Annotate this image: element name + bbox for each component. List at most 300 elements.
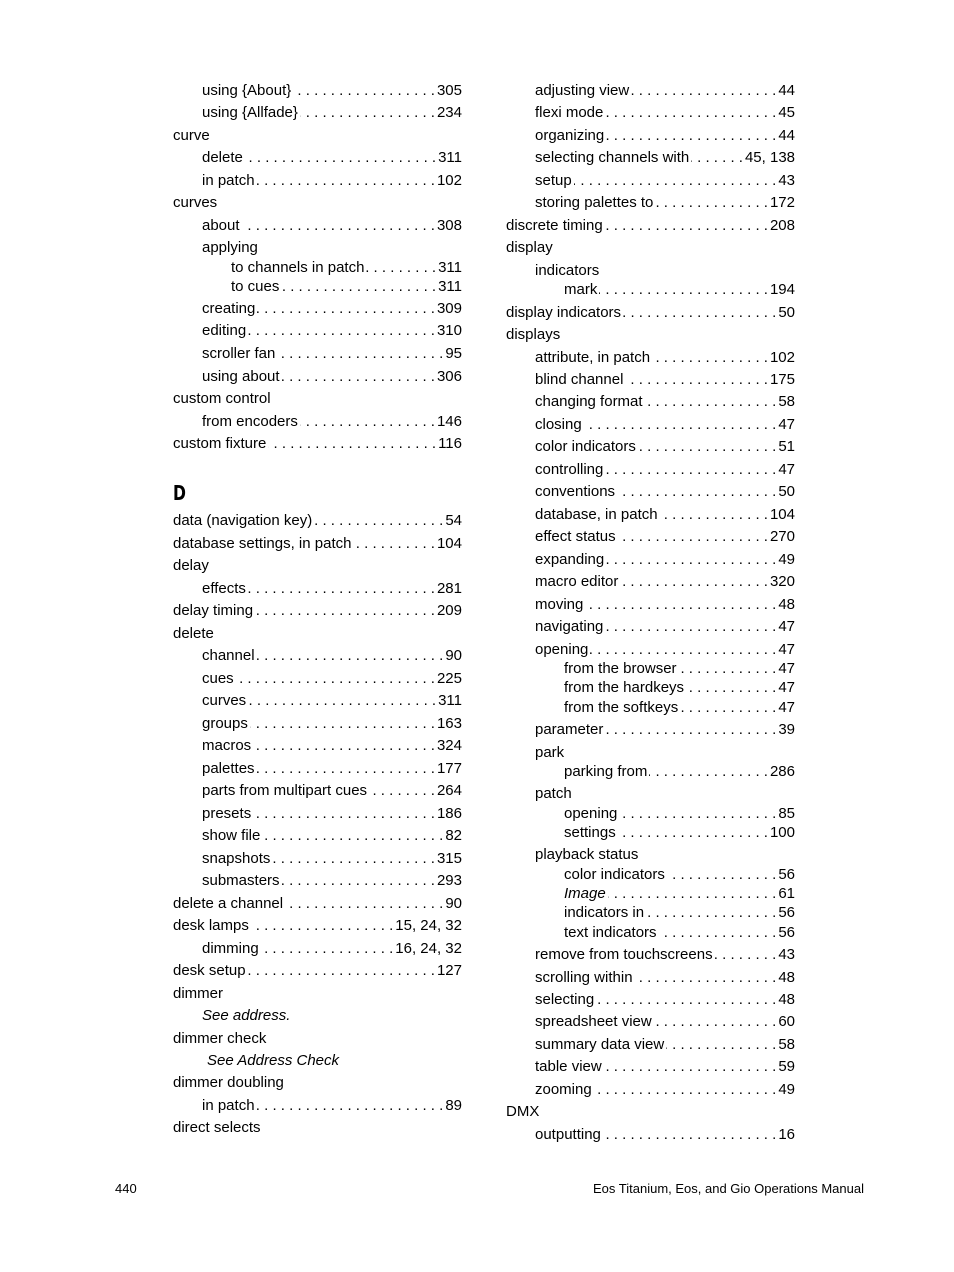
dot-leader	[715, 945, 777, 965]
dot-leader	[251, 916, 393, 936]
dot-leader	[635, 968, 777, 988]
index-entry	[173, 871, 462, 891]
dot-leader	[277, 344, 443, 364]
index-entry	[506, 845, 795, 865]
dot-leader	[293, 81, 435, 101]
index-term: controlling	[535, 461, 604, 478]
dot-leader	[314, 511, 443, 531]
index-entry	[506, 148, 795, 168]
index-entry	[173, 148, 462, 168]
index-entry	[506, 238, 795, 258]
index-term: dimming	[202, 940, 259, 957]
index-entry	[506, 103, 795, 123]
index-entry	[173, 781, 462, 801]
page-reference: 186	[436, 805, 462, 822]
index-entry	[173, 759, 462, 779]
dot-leader	[300, 412, 435, 432]
index-term: to cues	[231, 278, 280, 295]
index-entry	[506, 303, 795, 323]
dot-leader	[686, 678, 776, 698]
index-term: summary data view	[535, 1036, 665, 1053]
page-reference: 48	[778, 991, 795, 1008]
dot-leader	[606, 550, 776, 570]
index-entry	[506, 392, 795, 412]
index-entry	[173, 736, 462, 756]
index-entry	[506, 1035, 795, 1055]
index-term: custom fixture	[173, 435, 267, 452]
dot-leader	[691, 148, 743, 168]
page-reference: 102	[769, 349, 795, 366]
dot-leader	[631, 81, 776, 101]
dot-leader	[606, 126, 776, 146]
page-reference: 89	[445, 1097, 462, 1114]
page-reference: 56	[778, 866, 795, 883]
index-term: data (navigation key)	[173, 512, 313, 529]
index-term: storing palettes to	[535, 194, 654, 211]
index-entry	[173, 126, 462, 146]
dot-leader	[645, 392, 777, 412]
index-term: direct selects	[173, 1119, 261, 1136]
index-entry	[173, 1096, 462, 1116]
index-term: dimmer check	[173, 1030, 267, 1047]
dot-leader	[625, 370, 768, 390]
dot-leader	[248, 961, 435, 981]
dot-leader	[257, 299, 435, 319]
page-reference: 264	[436, 782, 462, 799]
index-term: dimmer	[173, 985, 224, 1002]
index-term: parking from	[564, 763, 648, 780]
index-term: organizing	[535, 127, 605, 144]
index-entry	[173, 579, 462, 599]
page-reference: 324	[436, 737, 462, 754]
page-reference: 49	[778, 551, 795, 568]
index-term: conventions	[535, 483, 616, 500]
index-term: closing	[535, 416, 582, 433]
index-term: using {About}	[202, 82, 292, 99]
index-term: snapshots	[202, 850, 271, 867]
index-term: indicators in	[564, 904, 645, 921]
index-term: table view	[535, 1058, 602, 1075]
index-entry	[173, 258, 462, 278]
index-term: zooming	[535, 1081, 592, 1098]
index-entry	[506, 415, 795, 435]
dot-leader	[253, 804, 435, 824]
dot-leader	[262, 826, 443, 846]
dot-leader	[257, 759, 435, 779]
index-term: delay timing	[173, 602, 254, 619]
index-entry	[173, 1073, 462, 1093]
page-reference: 58	[778, 1036, 795, 1053]
page-reference: 194	[769, 281, 795, 298]
dot-leader	[585, 595, 776, 615]
page-reference: 47	[778, 660, 795, 677]
dot-leader	[618, 527, 768, 547]
page-reference: 315	[436, 850, 462, 867]
index-entry	[506, 595, 795, 615]
page-reference: 47	[778, 641, 795, 658]
index-term: using {Allfade}	[202, 104, 298, 121]
index-term: database settings, in patch	[173, 535, 352, 552]
index-term: scrolling within	[535, 969, 633, 986]
index-entry	[173, 321, 462, 341]
index-entry	[506, 784, 795, 804]
dot-leader	[248, 579, 435, 599]
page-reference: 60	[778, 1013, 795, 1030]
dot-leader	[646, 903, 776, 923]
index-entry	[173, 389, 462, 409]
index-entry	[506, 698, 795, 718]
index-term: DMX	[506, 1103, 540, 1120]
index-entry	[173, 367, 462, 387]
index-term: delete	[202, 149, 243, 166]
index-entry	[173, 344, 462, 364]
index-entry	[506, 280, 795, 300]
page-reference: 51	[778, 438, 795, 455]
page-reference: 16	[778, 1126, 795, 1143]
index-term: park	[535, 744, 565, 761]
page-reference: 127	[436, 962, 462, 979]
index-term: from the hardkeys	[564, 679, 685, 696]
index-term: presets	[202, 805, 252, 822]
index-entry	[173, 216, 462, 236]
page-reference: 43	[778, 946, 795, 963]
index-term: See Address Check	[207, 1052, 340, 1069]
index-term: selecting	[535, 991, 595, 1008]
index-entry	[506, 865, 795, 885]
page-reference: 54	[445, 512, 462, 529]
index-entry	[173, 81, 462, 101]
dot-leader	[667, 865, 776, 885]
index-entry	[506, 884, 795, 904]
dot-leader	[605, 460, 776, 480]
index-entry	[173, 984, 462, 1004]
index-entry	[173, 894, 462, 914]
page-number: 440	[115, 1181, 137, 1196]
dot-leader	[679, 659, 777, 679]
index-term: desk lamps	[173, 917, 249, 934]
index-entry	[506, 126, 795, 146]
dot-leader	[666, 1035, 776, 1055]
page-reference: 50	[778, 483, 795, 500]
page-reference: 270	[769, 528, 795, 545]
index-term: blind channel	[535, 371, 624, 388]
page-reference: 48	[778, 596, 795, 613]
page-reference: 104	[436, 535, 462, 552]
index-term: mark	[564, 281, 598, 298]
index-entry	[506, 460, 795, 480]
dot-leader	[248, 321, 435, 341]
index-entry	[506, 659, 795, 679]
dot-leader	[594, 1080, 777, 1100]
index-entry	[173, 534, 462, 554]
index-term: creating	[202, 300, 256, 317]
index-term: macro editor	[535, 573, 619, 590]
dot-leader	[623, 303, 776, 323]
page-reference: 100	[769, 824, 795, 841]
page-reference: 61	[778, 885, 795, 902]
dot-leader	[248, 691, 436, 711]
index-term: curves	[173, 194, 218, 211]
dot-leader	[253, 736, 435, 756]
dot-leader	[300, 103, 435, 123]
index-entry	[173, 601, 462, 621]
index-entry	[173, 691, 462, 711]
page-reference: 90	[445, 895, 462, 912]
page-reference: 320	[769, 573, 795, 590]
index-term: from encoders	[202, 413, 298, 430]
index-entry	[173, 277, 462, 297]
index-term: display	[506, 239, 553, 256]
page-reference: 59	[778, 1058, 795, 1075]
index-entry	[506, 1080, 795, 1100]
page-reference: 163	[436, 715, 462, 732]
index-term: dimmer doubling	[173, 1074, 284, 1091]
dot-leader	[655, 193, 768, 213]
page-reference: 286	[769, 763, 795, 780]
index-entry	[506, 1012, 795, 1032]
index-term: delete a channel	[173, 895, 284, 912]
index-entry	[506, 1102, 795, 1122]
page-reference: 47	[778, 699, 795, 716]
page-reference: 281	[436, 580, 462, 597]
dot-leader	[257, 1096, 444, 1116]
page-reference: 293	[436, 872, 462, 889]
dot-leader	[680, 698, 776, 718]
page-reference: 309	[436, 300, 462, 317]
dot-leader	[599, 280, 768, 300]
index-entry	[173, 646, 462, 666]
index-term: applying	[202, 239, 258, 256]
page-reference: 47	[778, 461, 795, 478]
page-reference: 43	[778, 172, 795, 189]
index-term: delay	[173, 557, 209, 574]
index-term: color indicators	[564, 866, 665, 883]
page-reference: 310	[436, 322, 462, 339]
index-term: navigating	[535, 618, 604, 635]
index-term: from the browser	[564, 660, 677, 677]
page-reference: 49	[778, 1081, 795, 1098]
index-entry	[173, 1029, 462, 1049]
page-reference: 56	[778, 904, 795, 921]
dot-leader	[659, 923, 777, 943]
index-term: editing	[202, 322, 247, 339]
index-term: effect status	[535, 528, 616, 545]
index-term: desk setup	[173, 962, 246, 979]
index-term: curve	[173, 127, 210, 144]
dot-leader	[603, 1125, 776, 1145]
dot-leader	[353, 534, 435, 554]
dot-leader	[649, 762, 768, 782]
index-entry	[173, 939, 462, 959]
index-term: to channels in patch	[231, 259, 365, 276]
index-entry	[506, 261, 795, 281]
page-reference: 58	[778, 393, 795, 410]
index-entry	[506, 171, 795, 191]
page-reference: 311	[438, 278, 462, 295]
index-term: color indicators	[535, 438, 636, 455]
page-reference: 85	[778, 805, 795, 822]
index-entry	[506, 990, 795, 1010]
index-term: spreadsheet view	[535, 1013, 652, 1030]
index-term: See address.	[202, 1007, 291, 1024]
page-reference: 209	[436, 602, 462, 619]
page-reference: 48	[778, 969, 795, 986]
index-term: effects	[202, 580, 246, 597]
index-term: flexi mode	[535, 104, 604, 121]
page-reference: 234	[436, 104, 462, 121]
page-reference: 177	[436, 760, 462, 777]
dot-leader	[281, 277, 436, 297]
index-term: remove from touchscreens	[535, 946, 713, 963]
index-entry	[506, 348, 795, 368]
index-term: show file	[202, 827, 261, 844]
index-term: outputting	[535, 1126, 601, 1143]
index-term: Image	[564, 885, 606, 902]
index-entry	[506, 804, 795, 824]
page-reference: 306	[436, 368, 462, 385]
index-entry	[173, 1051, 462, 1071]
dot-leader	[608, 884, 777, 904]
index-entry	[506, 193, 795, 213]
dot-leader	[605, 617, 776, 637]
dot-leader	[257, 171, 435, 191]
index-term: database, in patch	[535, 506, 658, 523]
index-term: delete	[173, 625, 214, 642]
index-term: indicators	[535, 262, 600, 279]
dot-leader	[285, 894, 443, 914]
index-entry	[506, 370, 795, 390]
index-entry	[506, 216, 795, 236]
page-reference: 47	[778, 618, 795, 635]
page-reference: 172	[769, 194, 795, 211]
dot-leader	[654, 1012, 777, 1032]
index-entry	[173, 238, 462, 258]
page-reference: 305	[436, 82, 462, 99]
index-entry	[506, 437, 795, 457]
dot-leader	[590, 640, 776, 660]
index-term: parameter	[535, 721, 604, 738]
index-entry	[506, 903, 795, 923]
page-reference: 95	[445, 345, 462, 362]
index-entry	[173, 1118, 462, 1138]
index-term: about	[202, 217, 240, 234]
index-entry	[506, 823, 795, 843]
dot-leader	[617, 482, 776, 502]
index-entry	[173, 193, 462, 213]
dot-leader	[605, 216, 768, 236]
dot-leader	[605, 103, 776, 123]
dot-leader	[638, 437, 776, 457]
index-term: selecting channels with	[535, 149, 690, 166]
index-term: opening	[535, 641, 589, 658]
dot-leader	[272, 849, 435, 869]
index-entry	[173, 412, 462, 432]
index-term: custom control	[173, 390, 271, 407]
index-entry	[506, 945, 795, 965]
index-entry	[173, 804, 462, 824]
index-term: submasters	[202, 872, 280, 889]
page-reference: 15, 24, 32	[395, 917, 462, 934]
dot-leader	[255, 601, 435, 621]
dot-leader	[652, 348, 768, 368]
index-entry	[506, 325, 795, 345]
index-entry	[173, 624, 462, 644]
dot-leader	[236, 669, 435, 689]
index-entry	[506, 923, 795, 943]
page-reference: 16, 24, 32	[395, 940, 462, 957]
index-term: from the softkeys	[564, 699, 679, 716]
dot-leader	[660, 505, 768, 525]
index-term: using about	[202, 368, 280, 385]
index-term: setup	[535, 172, 572, 189]
index-entry	[173, 714, 462, 734]
index-term: playback status	[535, 846, 639, 863]
index-term: curves	[202, 692, 247, 709]
dot-leader	[282, 367, 435, 387]
index-entry	[173, 826, 462, 846]
dot-leader	[366, 258, 436, 278]
index-term: attribute, in patch	[535, 349, 651, 366]
index-entry	[173, 961, 462, 981]
index-entry	[173, 916, 462, 936]
index-term: scroller fan	[202, 345, 276, 362]
dot-leader	[574, 171, 777, 191]
index-term: groups	[202, 715, 248, 732]
page-reference: 311	[438, 692, 462, 709]
dot-leader	[268, 434, 436, 454]
index-entry	[506, 81, 795, 101]
page-reference: 47	[778, 679, 795, 696]
index-entry	[173, 103, 462, 123]
manual-title: Eos Titanium, Eos, and Gio Operations Manual	[593, 1181, 864, 1196]
index-entry	[506, 572, 795, 592]
index-term: cues	[202, 670, 234, 687]
index-term: in patch	[202, 1097, 255, 1114]
index-term: settings	[564, 824, 616, 841]
index-term: changing format	[535, 393, 643, 410]
page-reference: 104	[769, 506, 795, 523]
index-term: text indicators	[564, 924, 657, 941]
page-reference: 102	[436, 172, 462, 189]
section-heading-d: D	[173, 481, 186, 505]
index-term: channel	[202, 647, 255, 664]
index-entry	[506, 617, 795, 637]
page-reference: 56	[778, 924, 795, 941]
dot-leader	[605, 720, 776, 740]
dot-leader	[604, 1057, 777, 1077]
index-entry	[506, 527, 795, 547]
page-reference: 44	[778, 127, 795, 144]
page-reference: 116	[438, 435, 462, 452]
page-reference: 82	[445, 827, 462, 844]
index-entry	[506, 678, 795, 698]
index-entry	[506, 743, 795, 763]
index-term: opening	[564, 805, 618, 822]
dot-leader	[618, 823, 768, 843]
index-term: moving	[535, 596, 584, 613]
page-reference: 45, 138	[744, 149, 795, 166]
page-reference: 44	[778, 82, 795, 99]
dot-leader	[596, 990, 776, 1010]
dot-leader	[369, 781, 435, 801]
index-entry	[173, 299, 462, 319]
index-entry	[506, 550, 795, 570]
page-reference: 47	[778, 416, 795, 433]
dot-leader	[620, 572, 768, 592]
index-term: parts from multipart cues	[202, 782, 368, 799]
index-term: expanding	[535, 551, 605, 568]
page-reference: 90	[445, 647, 462, 664]
